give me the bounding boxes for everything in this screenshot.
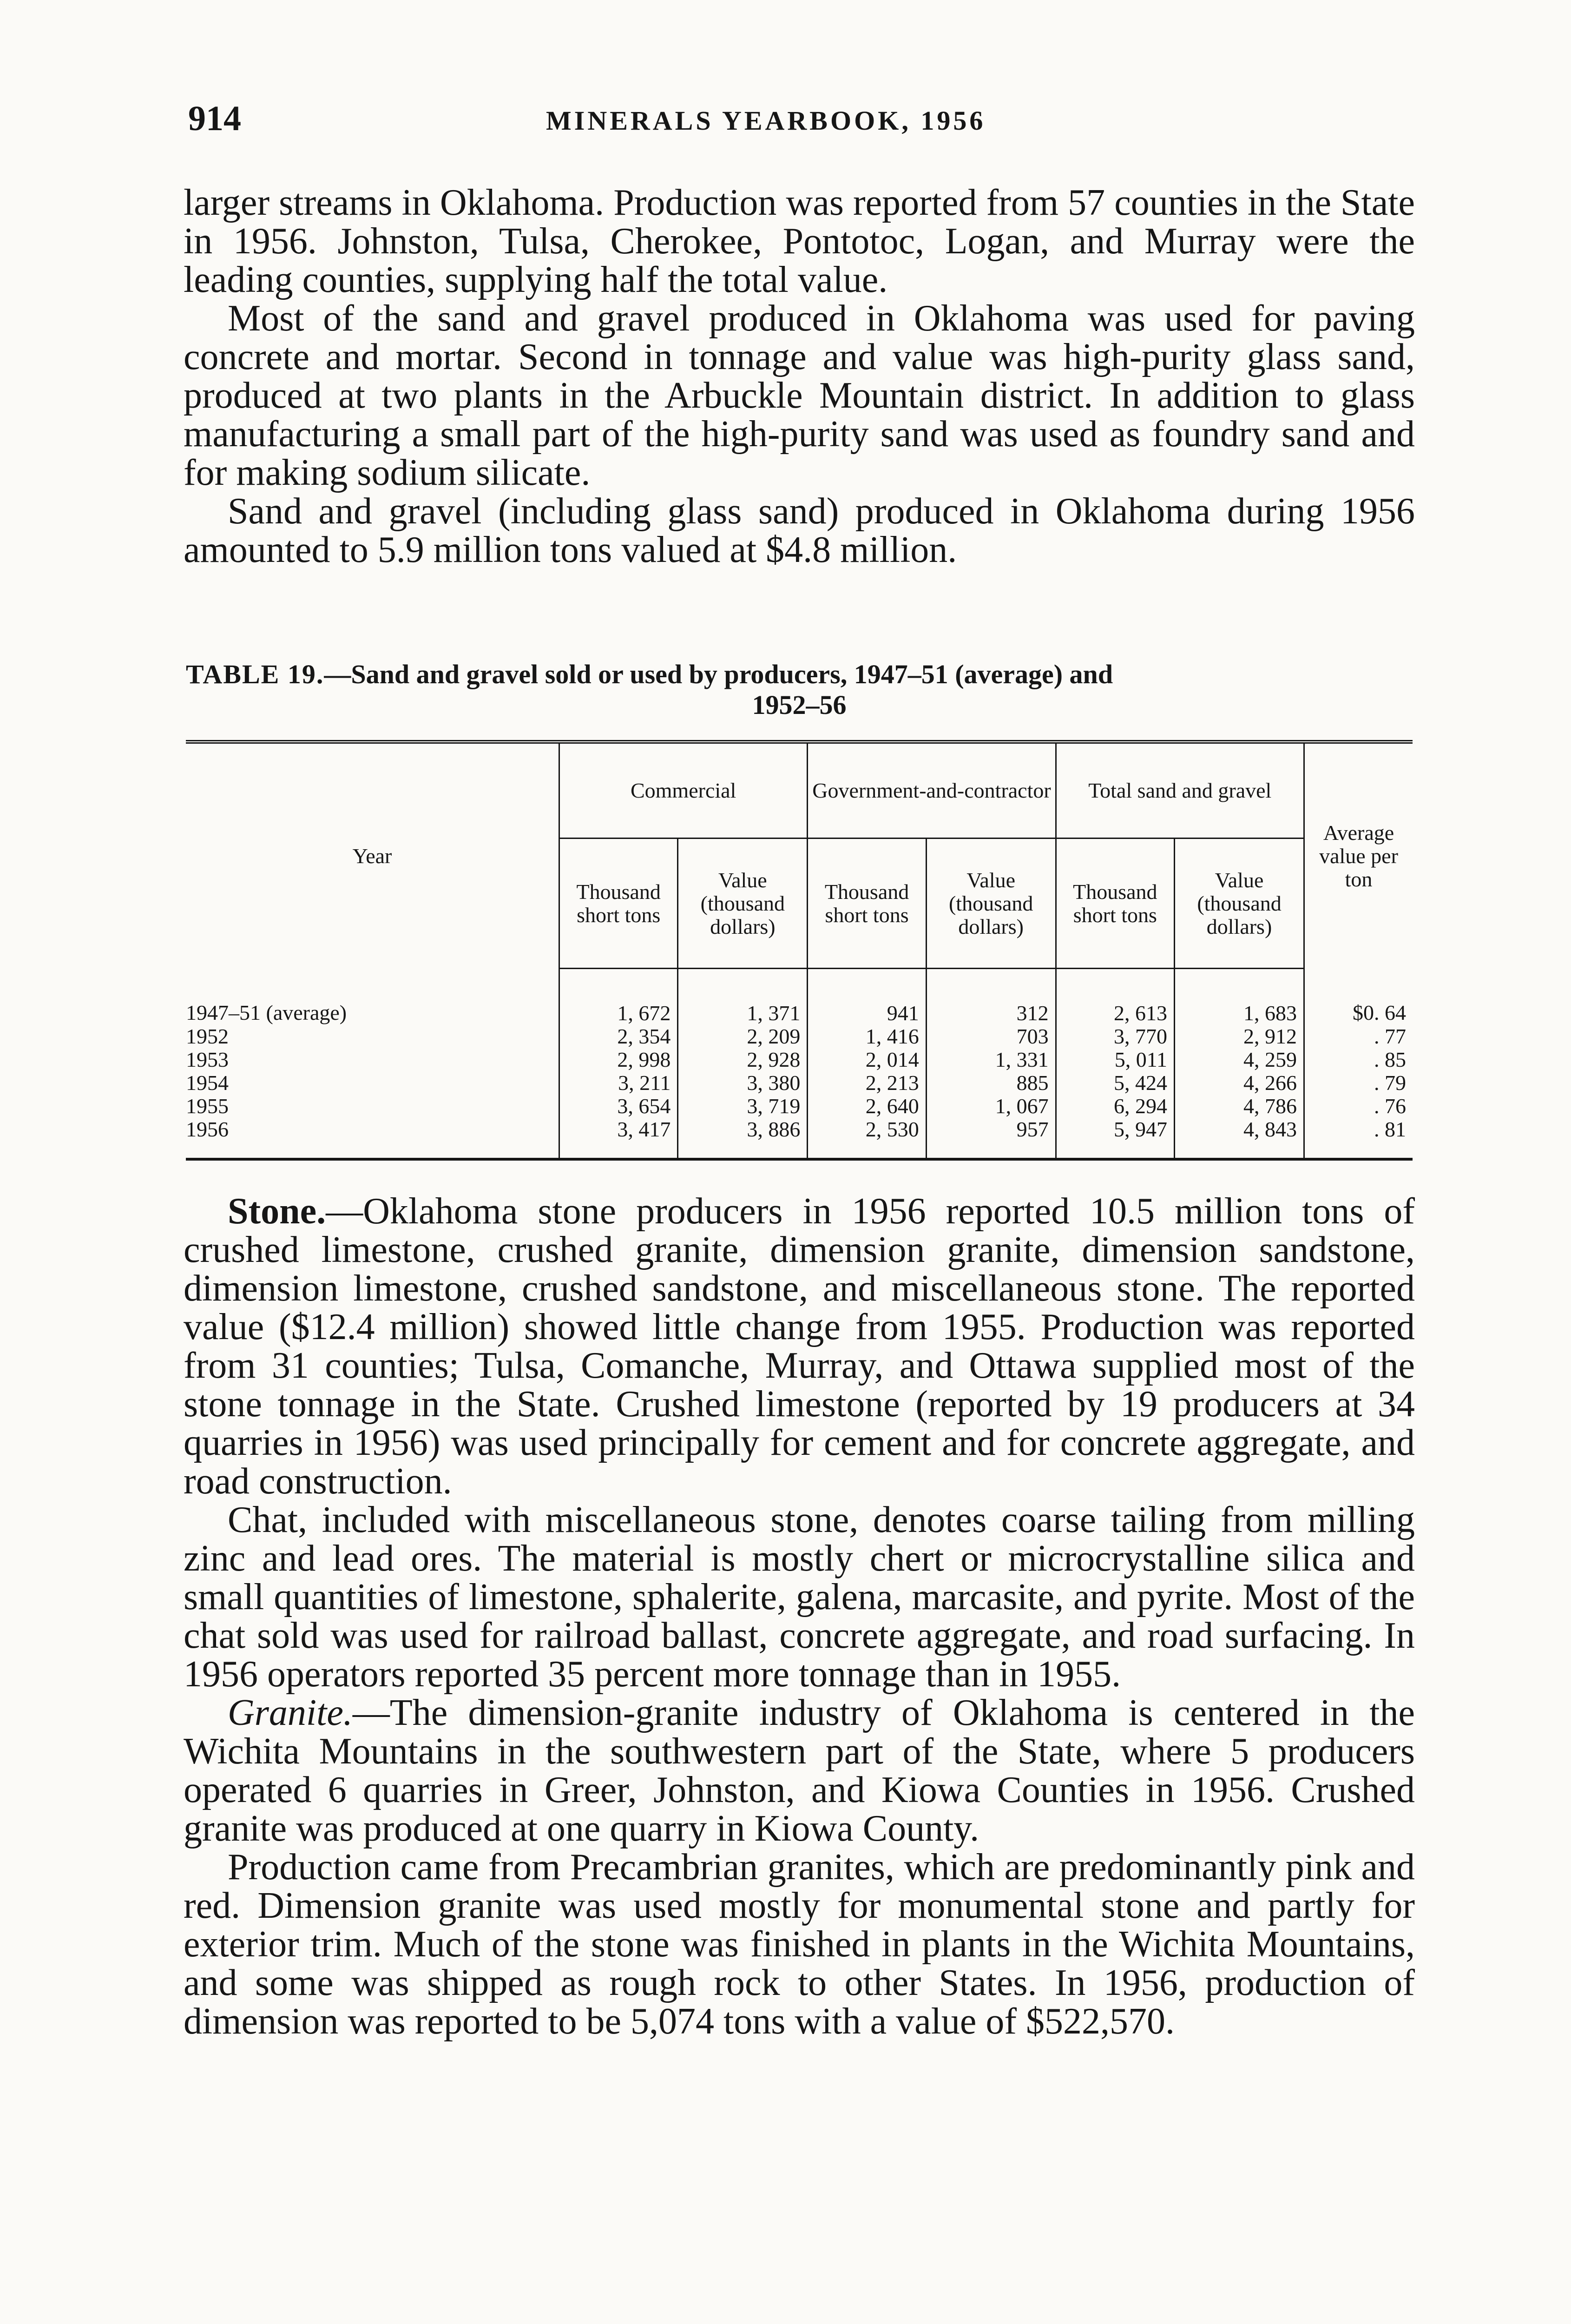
average-value-cell: . 76: [1304, 1095, 1413, 1118]
government-value-cell: 312: [926, 969, 1056, 1025]
table-row: [186, 1025, 1413, 1048]
year-cell: 1947–51 (average): [186, 1001, 347, 1025]
stone-heading: Stone.: [228, 1191, 326, 1232]
stone-paragraph-1-text: —Oklahoma stone producers in 1956 reported 10.5 million tons of crushed limestone, crushed granite, dimension granite, dimension sandstone, dimension limestone, crushed sandstone, and miscellaneous stone. The reported value ($12.4 million) showed little change from 1955. Production was reported from 31 counties; Tulsa, Comanche, Murray, and Ottawa supplied most of the stone tonnage in the State. Crushed limestone (reported by 19 producers at 34 quarries in 1956) was used principally for cement and for concrete aggregate, and road construction.: [184, 1191, 1415, 1502]
page-header: [188, 99, 1415, 140]
total-value-cell: 4, 259: [1175, 1048, 1304, 1071]
total-value-cell: 1, 683: [1175, 969, 1304, 1025]
stone-paragraph-1: [184, 1192, 1415, 1501]
stone-paragraph-3-text: —The dimension-granite industry of Oklahoma is centered in the Wichita Mountains in the southwestern part of the State, where 5 producers operated 6 quarries in Greer, Johnston, and Kiowa Counties in 1956. Crushed granite was produced at one quarry in Kiowa County.: [184, 1692, 1415, 1849]
total-tons-cell: 5, 424: [1056, 1071, 1174, 1095]
government-value-cell: 1, 067: [926, 1095, 1056, 1118]
commercial-value-cell: 3, 380: [678, 1071, 808, 1095]
government-value-cell: 703: [926, 1025, 1056, 1048]
table-caption: [186, 659, 1413, 720]
average-value-cell: . 85: [1304, 1048, 1413, 1071]
average-value-cell: . 77: [1304, 1025, 1413, 1048]
government-tons-cell: 2, 213: [808, 1071, 926, 1095]
page-number: 914: [188, 99, 241, 138]
year-cell: 1956: [186, 1118, 559, 1159]
year-cell: 1955: [186, 1094, 229, 1118]
government-value-cell: 885: [926, 1071, 1056, 1095]
table-title: —Sand and gravel sold or used by producers, 1947–51 (average) and: [324, 659, 1113, 689]
year-column-header: Year: [186, 742, 559, 969]
commercial-value-header: Value (thousand dollars): [678, 838, 808, 969]
table-row: [186, 1048, 1413, 1071]
government-contractor-header: Government-and-contractor: [808, 742, 1056, 838]
stone-paragraph-4: Production came from Precambrian granites, which are predominantly pink and red. Dimension granite was used mostly for monumental stone and partly for exterior trim. Much of the stone was finished in plants in the Wichita Mountains, and some was shipped as rough rock to other States. In 1956, production of dimension was reported to be 5,074 tons with a value of $522,570.: [184, 1847, 1415, 2042]
table-title-line2: 1952–56: [752, 690, 847, 720]
average-value-cell: . 79: [1304, 1071, 1413, 1095]
intro-paragraph-1: larger streams in Oklahoma. Production was reported from 57 counties in the State in 1956. Johnston, Tulsa, Cherokee, Pontotoc, Logan, and Murray were the leading counties, supplying half the total value.: [184, 182, 1415, 300]
government-tons-cell: 1, 416: [808, 1025, 926, 1048]
commercial-value-cell: 2, 209: [678, 1025, 808, 1048]
average-value-cell: $0. 64: [1304, 969, 1413, 1025]
total-tons-cell: 5, 011: [1056, 1048, 1174, 1071]
commercial-tons-cell: 2, 998: [559, 1048, 678, 1071]
government-value-cell: 957: [926, 1118, 1056, 1159]
intro-paragraph-3: Sand and gravel (including glass sand) produced in Oklahoma during 1956 amounted to 5.9 million tons valued at $4.8 million.: [184, 491, 1415, 570]
total-tons-cell: 6, 294: [1056, 1095, 1174, 1118]
intro-section: [184, 184, 1415, 569]
commercial-tons-cell: 2, 354: [559, 1025, 678, 1048]
granite-heading: Granite.: [228, 1692, 353, 1733]
commercial-tons-cell: 1, 672: [559, 969, 678, 1025]
government-tons-header: Thousand short tons: [808, 838, 926, 969]
year-cell: 1953: [186, 1048, 229, 1071]
total-value-cell: 2, 912: [1175, 1025, 1304, 1048]
total-value-cell: 4, 843: [1175, 1118, 1304, 1159]
commercial-tons-cell: 3, 211: [559, 1071, 678, 1095]
total-value-cell: 4, 266: [1175, 1071, 1304, 1095]
stone-paragraph-2: Chat, included with miscellaneous stone, denotes coarse tailing from milling zinc and lead ores. The material is mostly chert or microcrystalline silica and small quantities of limestone, sphalerite, galena, marcasite, and pyrite. Most of the chat sold was used for railroad ballast, concrete aggregate, and road surfacing. In 1956 operators reported 35 percent more tonnage than in 1955.: [184, 1499, 1415, 1695]
stone-paragraph-3: [184, 1694, 1415, 1848]
government-tons-cell: 2, 640: [808, 1095, 926, 1118]
table-number: TABLE 19.: [186, 659, 324, 689]
total-value-cell: 4, 786: [1175, 1095, 1304, 1118]
commercial-tons-cell: 3, 654: [559, 1095, 678, 1118]
total-tons-cell: 3, 770: [1056, 1025, 1174, 1048]
commercial-tons-cell: 3, 417: [559, 1118, 678, 1159]
government-tons-cell: 941: [808, 969, 926, 1025]
table-row: [186, 1071, 1413, 1095]
government-tons-cell: 2, 014: [808, 1048, 926, 1071]
average-value-header: Average value per ton: [1304, 742, 1413, 969]
table-row: [186, 1095, 1413, 1118]
year-cell: 1954: [186, 1071, 229, 1095]
commercial-value-cell: 2, 928: [678, 1048, 808, 1071]
total-tons-cell: 2, 613: [1056, 969, 1174, 1025]
average-value-cell: . 81: [1304, 1118, 1413, 1159]
government-tons-cell: 2, 530: [808, 1118, 926, 1159]
total-tons-cell: 5, 947: [1056, 1118, 1174, 1159]
total-value-header: Value (thousand dollars): [1175, 838, 1304, 969]
running-title: MINERALS YEARBOOK, 1956: [546, 106, 986, 136]
government-value-cell: 1, 331: [926, 1048, 1056, 1071]
stone-section: [184, 1192, 1415, 2041]
year-cell: 1952: [186, 1024, 229, 1048]
table-row: [186, 969, 1413, 1025]
commercial-header: Commercial: [559, 742, 808, 838]
commercial-tons-header: Thousand short tons: [559, 838, 678, 969]
commercial-value-cell: 3, 719: [678, 1095, 808, 1118]
government-value-header: Value (thousand dollars): [926, 838, 1056, 969]
table-row: [186, 1118, 1413, 1159]
commercial-value-cell: 3, 886: [678, 1118, 808, 1159]
intro-paragraph-2: Most of the sand and gravel produced in Oklahoma was used for paving concrete and mortar. Second in tonnage and value was high-purity glass sand, produced at two plants in the Arbuckle Mountain district. In addition to glass manufacturing a small part of the high-purity sand was used as foundry sand and for making sodium silicate.: [184, 298, 1415, 493]
total-sand-gravel-header: Total sand and gravel: [1056, 742, 1304, 838]
sand-gravel-table: [186, 740, 1413, 1161]
total-tons-header: Thousand short tons: [1056, 838, 1174, 969]
commercial-value-cell: 1, 371: [678, 969, 808, 1025]
